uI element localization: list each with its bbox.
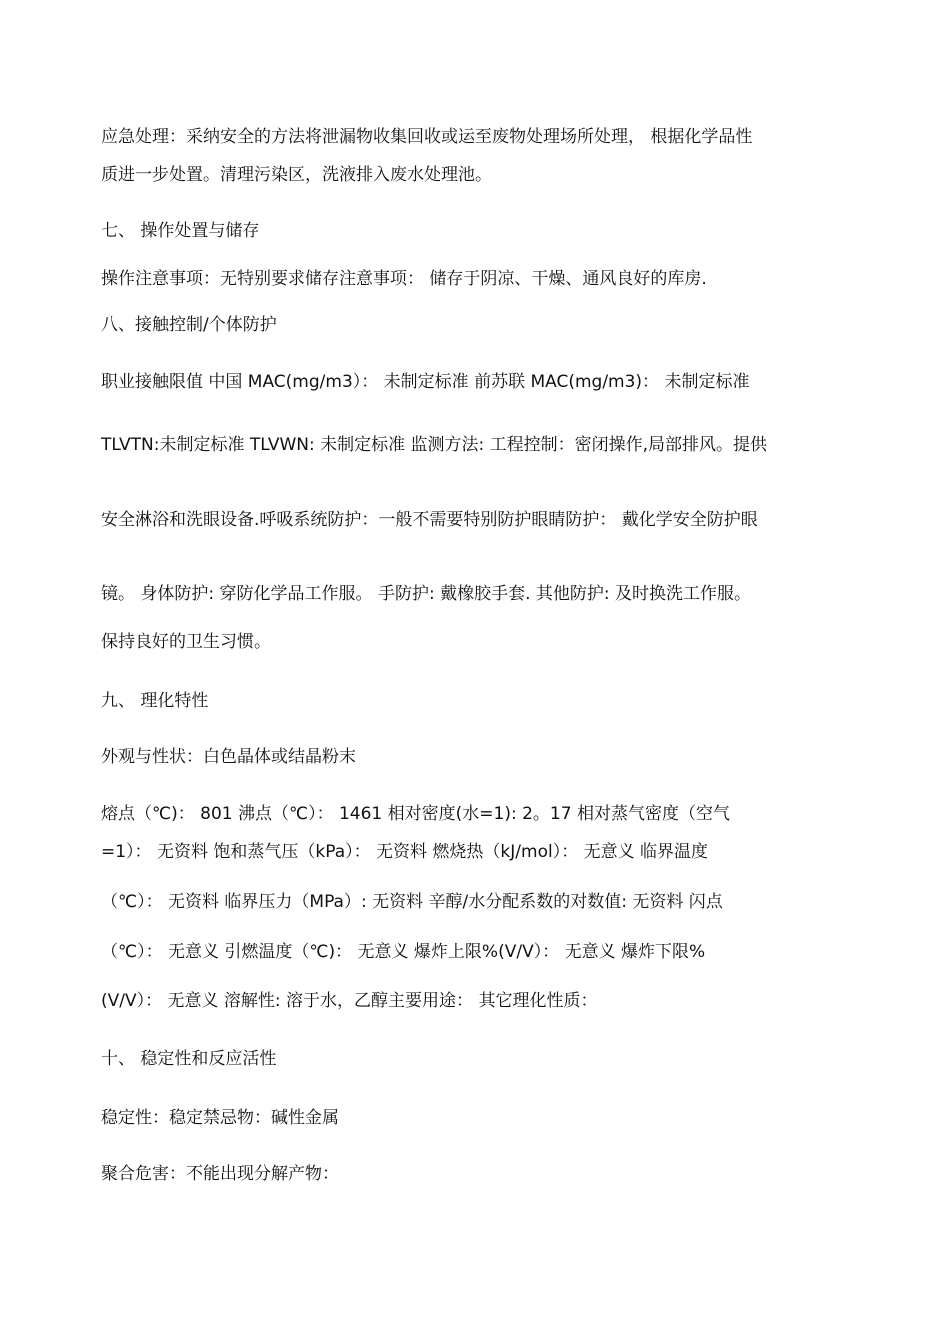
section-7-heading: 七、 操作处置与储存 [101, 221, 260, 241]
section-8-text-line-4: 镜。 身体防护: 穿防化学品工作服。 手防护: 戴橡胶手套. 其他防护: 及时换洗工作服。 [101, 584, 752, 604]
section-9-text-line-2: =1）： 无资料 饱和蒸气压（kPa）： 无资料 燃烧热（kJ/mol）： 无意义 临界温度 [101, 842, 709, 862]
emergency-text-line-1: 应急处理：采纳安全的方法将泄漏物收集回收或运至废物处理场所处理， 根据化学品性 [101, 127, 753, 147]
section-9-text-line-4: （℃）： 无意义 引燃温度（℃)： 无意义 爆炸上限%(V/V）： 无意义 爆炸下限% [101, 942, 706, 962]
section-10-text-line-1: 稳定性：稳定禁忌物：碱性金属 [101, 1108, 339, 1128]
section-10-heading: 十、 稳定性和反应活性 [101, 1049, 277, 1069]
section-9-heading: 九、 理化特性 [101, 691, 209, 711]
section-9-text-line-1: 熔点（℃)： 801 沸点（℃）： 1461 相对密度(水=1): 2。17 相对蒸气密度（空气 [101, 804, 730, 824]
section-9-text-line-5: (V/V）： 无意义 溶解性: 溶于水，乙醇主要用途： 其它理化性质： [101, 991, 598, 1011]
emergency-text-line-2: 质进一步处置。清理污染区，洗液排入废水处理池。 [101, 165, 492, 185]
section-8-text-line-5: 保持良好的卫生习惯。 [101, 632, 271, 652]
section-8-heading: 八、接触控制/个体防护 [101, 315, 277, 335]
section-8-text-line-3: 安全淋浴和洗眼设备.呼吸系统防护：一般不需要特别防护眼睛防护： 戴化学安全防护眼 [101, 510, 758, 530]
section-7-text: 操作注意事项：无特别要求储存注意事项： 储存于阴凉、干燥、通风良好的库房. [101, 269, 707, 289]
section-9-appearance: 外观与性状：白色晶体或结晶粉末 [101, 747, 356, 767]
section-8-text-line-2: TLVTN:未制定标准 TLVWN: 未制定标准 监测方法: 工程控制：密闭操作,局部排风。提供 [101, 435, 768, 455]
section-10-text-line-2: 聚合危害：不能出现分解产物： [101, 1164, 339, 1184]
section-9-text-line-3: （℃）： 无资料 临界压力（MPa）: 无资料 辛醇/水分配系数的对数值: 无资料 闪点 [101, 892, 723, 912]
section-8-text-line-1: 职业接触限值 中国 MAC(mg/m3）： 未制定标准 前苏联 MAC(mg/m3)： 未制定标准 [101, 372, 750, 392]
